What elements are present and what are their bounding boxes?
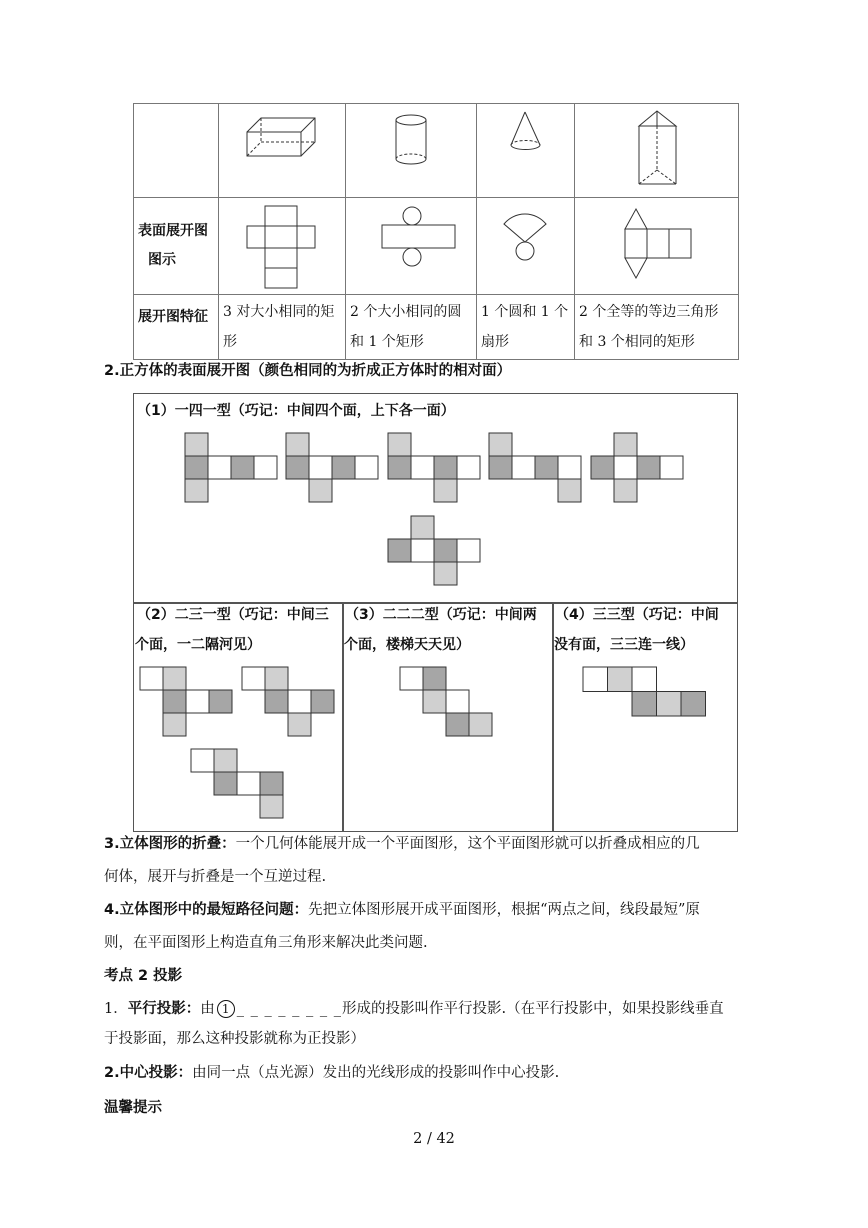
net-label-line2: 图示 — [148, 252, 176, 268]
feature-2-line1: 2 个大小相同的圆 — [350, 304, 462, 320]
feature-1-line1: 3 对大小相同的矩 — [223, 304, 335, 320]
net-face — [434, 479, 457, 502]
page-number: 2 / 42 — [413, 1131, 455, 1147]
tips-heading: 温馨提示 — [104, 1100, 162, 1116]
net-face — [237, 772, 260, 795]
para-parallel-heading: 平行投影： — [127, 1001, 201, 1017]
net-face — [214, 749, 237, 772]
cube-net-7 — [140, 667, 232, 736]
kaodian-2-heading: 考点 2 投影 — [104, 968, 183, 984]
net-face — [209, 690, 232, 713]
net-face — [583, 667, 608, 692]
net-face — [288, 690, 311, 713]
feature-1-line2: 形 — [223, 334, 237, 350]
para-parallel-prefix: 1． — [104, 1001, 128, 1017]
net-face — [265, 667, 288, 690]
net-face — [163, 713, 186, 736]
net-face — [512, 456, 535, 479]
feature-label: 展开图特征 — [138, 309, 208, 325]
net-face — [469, 713, 492, 736]
para-folding-heading: 3.立体图形的折叠： — [104, 836, 236, 852]
feature-2-line2: 和 1 个矩形 — [350, 334, 424, 350]
cube-net-8 — [242, 667, 334, 736]
net-face — [411, 539, 434, 562]
net-face — [400, 667, 423, 690]
cube-net-3 — [388, 433, 480, 502]
para-parallel-text1: 形成的投影叫作平行投影.（在平行投影中，如果投影线垂直 — [342, 1001, 724, 1017]
net-face — [332, 456, 355, 479]
para-parallel-projection — [104, 994, 724, 1024]
cube-net-4 — [489, 433, 581, 502]
net-type-4-title-line1: （4）三三型（巧记：中间 — [555, 607, 719, 623]
net-face — [457, 456, 480, 479]
net-type-1-title: （1）一四一型（巧记：中间四个面，上下各一面） — [137, 403, 455, 419]
net-face — [591, 456, 614, 479]
net-face — [186, 690, 209, 713]
net-face — [288, 713, 311, 736]
net-face — [191, 749, 214, 772]
net-face — [355, 456, 378, 479]
net-face — [185, 456, 208, 479]
para-shortest-path-text1: 先把立体图形展开成平面图形，根据“两点之间，线段最短”原 — [308, 902, 700, 918]
net-face — [388, 433, 411, 456]
net-face — [309, 479, 332, 502]
cube-net-1 — [185, 433, 277, 502]
net-face — [286, 456, 309, 479]
net-type-3-title-line2: 个面，楼梯天天见） — [344, 637, 470, 653]
net-face — [660, 456, 683, 479]
net-face — [489, 433, 512, 456]
net-type-4-title-line2: 没有面，三三连一线） — [554, 637, 694, 653]
net-face — [311, 690, 334, 713]
net-face — [411, 456, 434, 479]
net-face — [388, 456, 411, 479]
net-face — [185, 433, 208, 456]
para-parallel-line2: 于投影面，那么这种投影就称为正投影） — [104, 1031, 365, 1047]
para-shortest-path-line2: 则，在平面图形上构造直角三角形来解决此类问题. — [104, 935, 428, 951]
net-face — [614, 456, 637, 479]
para-central-heading: 2.中心投影： — [104, 1065, 193, 1081]
net-face — [231, 456, 254, 479]
feature-3-line2: 扇形 — [481, 334, 509, 350]
net-face — [163, 667, 186, 690]
net-face — [558, 456, 581, 479]
feature-4-line1: 2 个全等的等边三角形 — [579, 304, 719, 320]
cube-net-5 — [591, 433, 683, 502]
net-face — [632, 667, 657, 692]
para-folding-line2: 何体，展开与折叠是一个互逆过程. — [104, 869, 327, 885]
para-central-text: 由同一点（点光源）发出的光线形成的投影叫作中心投影. — [192, 1065, 560, 1081]
net-face — [446, 713, 469, 736]
net-face — [608, 667, 633, 692]
net-face — [163, 690, 186, 713]
net-face — [434, 562, 457, 585]
cube-net-11 — [583, 667, 706, 716]
net-face — [558, 479, 581, 502]
net-face — [286, 433, 309, 456]
net-face — [446, 690, 469, 713]
net-face — [388, 539, 411, 562]
feature-3-line1: 1 个圆和 1 个 — [481, 304, 569, 320]
para-folding-text1: 一个几何体能展开成一个平面图形，这个平面图形就可以折叠成相应的几 — [235, 836, 700, 852]
net-face — [140, 667, 163, 690]
cube-net-10 — [400, 667, 492, 736]
net-face — [637, 456, 660, 479]
net-label-line1: 表面展开图 — [138, 223, 208, 239]
net-face — [489, 456, 512, 479]
para-folding — [104, 829, 700, 859]
feature-4-line2: 和 3 个相同的矩形 — [579, 334, 695, 350]
para-central-projection — [104, 1058, 559, 1088]
net-face — [265, 690, 288, 713]
net-type-2-title-line1: （2）二三一型（巧记：中间三 — [137, 607, 329, 623]
net-face — [434, 539, 457, 562]
net-face — [214, 772, 237, 795]
net-face — [632, 692, 657, 717]
net-face — [535, 456, 558, 479]
cube-net-2 — [286, 433, 378, 502]
net-face — [423, 690, 446, 713]
cube-net-9 — [191, 749, 283, 818]
net-face — [260, 772, 283, 795]
net-face — [411, 516, 434, 539]
net-face — [309, 456, 332, 479]
net-face — [434, 456, 457, 479]
net-face — [260, 795, 283, 818]
net-face — [614, 433, 637, 456]
cube-net-6 — [388, 516, 480, 585]
section-2-title: 2.正方体的表面展开图（颜色相同的为折成正方体时的相对面） — [104, 363, 512, 379]
para-parallel-before-blank: 由 — [200, 1001, 215, 1017]
circled-number-1: 1 — [217, 1000, 235, 1018]
para-shortest-path-heading: 4.立体图形中的最短路径问题： — [104, 902, 309, 918]
net-face — [614, 479, 637, 502]
fill-in-blank[interactable]: _ _ _ _ _ _ _ _ — [236, 1001, 342, 1017]
net-face — [254, 456, 277, 479]
net-face — [208, 456, 231, 479]
net-face — [242, 667, 265, 690]
net-face — [185, 479, 208, 502]
net-face — [681, 692, 706, 717]
net-face — [657, 692, 682, 717]
net-type-2-title-line2: 个面，一二隔河见） — [135, 637, 261, 653]
net-face — [457, 539, 480, 562]
net-type-3-title-line1: （3）二二二型（巧记：中间两 — [345, 607, 537, 623]
para-shortest-path — [104, 895, 700, 925]
net-face — [423, 667, 446, 690]
